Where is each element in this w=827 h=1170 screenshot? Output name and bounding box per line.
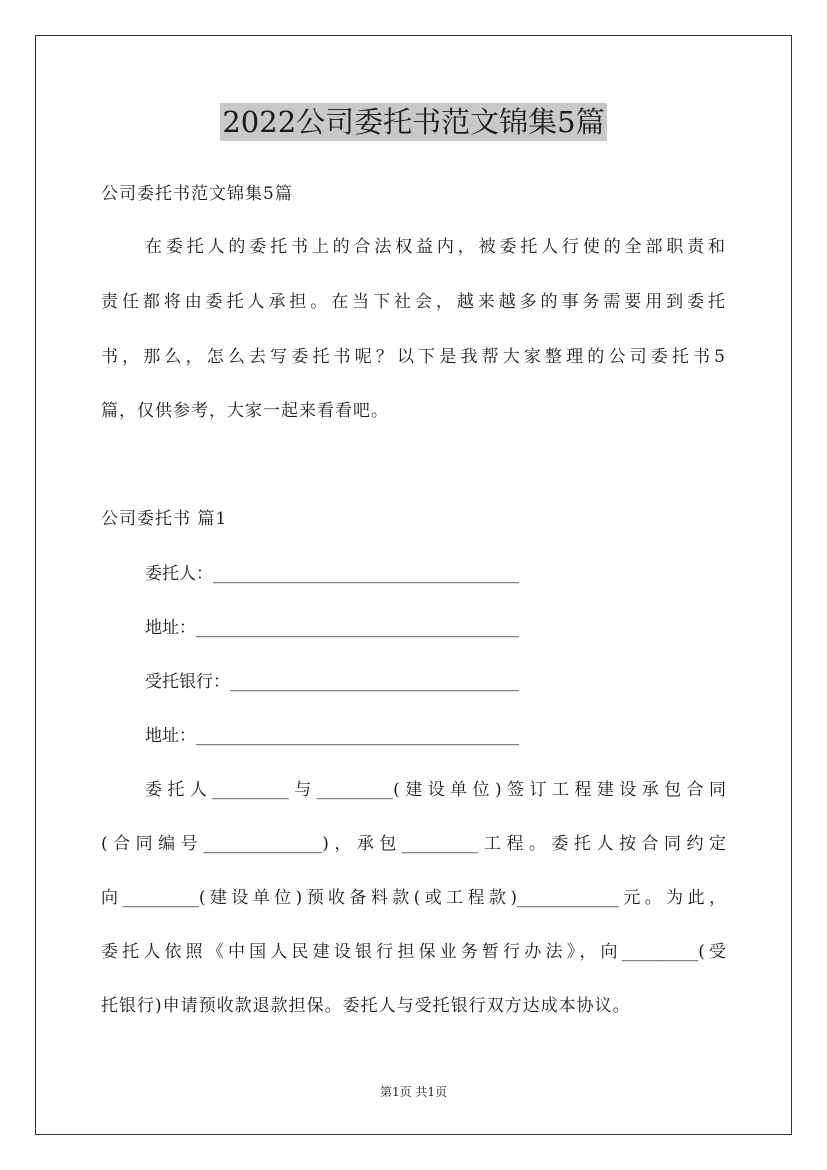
- body-line: 委托人_________与_________(建设单位)签订工程建设承包合同: [145, 780, 726, 800]
- form-field-bank-address: 地址：______________________________________: [145, 726, 519, 746]
- document-subtitle: 公司委托书范文锦集5篇: [101, 184, 293, 204]
- form-field-address: 地址：______________________________________: [145, 618, 519, 638]
- intro-line: 书，那么，怎么去写委托书呢？以下是我帮大家整理的公司委托书5: [101, 347, 726, 367]
- intro-line: 在委托人的委托书上的合法权益内，被委托人行使的全部职责和: [145, 237, 726, 257]
- body-line: (合同编号______________)，承包_________工程。委托人按合同约定: [101, 834, 726, 854]
- body-line: 托银行)申请预收款退款担保。委托人与受托银行双方达成本协议。: [101, 996, 631, 1016]
- form-field-entrusting-party: 委托人：____________________________________: [145, 564, 519, 584]
- section-heading: 公司委托书 篇1: [101, 509, 228, 529]
- page-number: 第1页 共1页: [379, 1085, 448, 1099]
- body-line: 委托人依照《中国人民建设银行担保业务暂行办法》，向_________(受: [101, 942, 726, 962]
- body-line: 向_________(建设单位)预收备料款(或工程款)____________元。为此，: [101, 888, 726, 908]
- intro-line: 篇，仅供参考，大家一起来看看吧。: [101, 401, 389, 421]
- intro-line: 责任都将由委托人承担。在当下社会，越来越多的事务需要用到委托: [101, 292, 726, 312]
- document-title: 2022公司委托书范文锦集5篇: [222, 105, 605, 139]
- title-container: [0, 103, 827, 141]
- form-field-entrusted-bank: 受托银行：__________________________________: [145, 672, 519, 692]
